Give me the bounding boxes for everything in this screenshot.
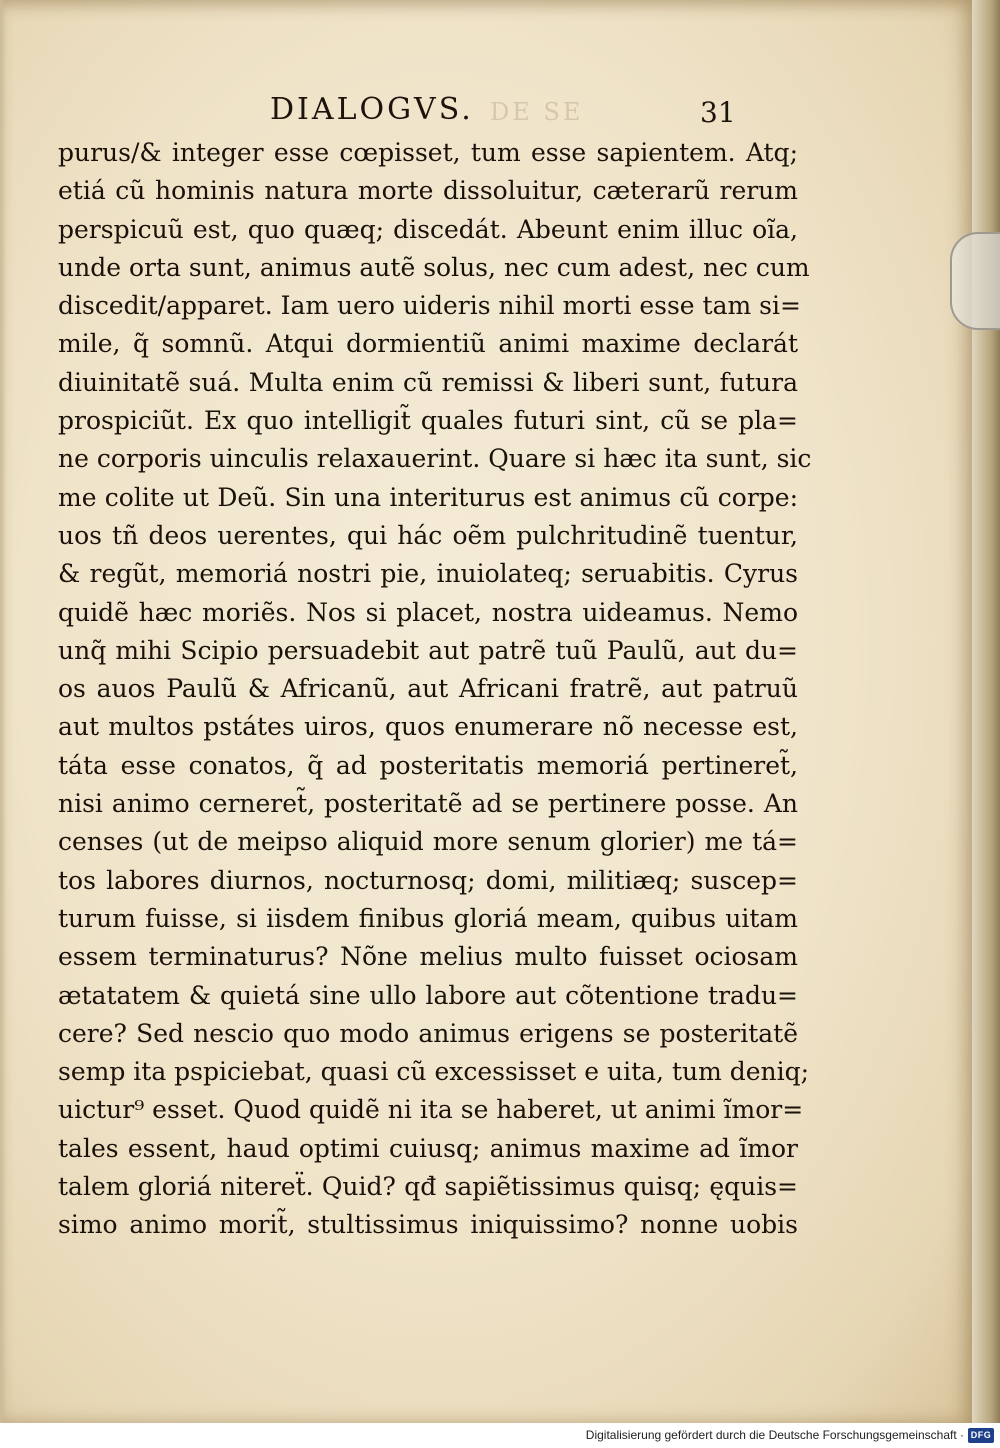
text-line: purus/& integer esse cœpisset, tum esse sapientem. Atq; (58, 138, 798, 167)
text-line: me colite ut Deũ. Sin una interiturus est animus cũ corpe: (58, 482, 798, 512)
footer-bar (0, 1423, 1000, 1448)
page-gutter-edge (0, 0, 6, 1423)
dfg-logo (968, 1428, 994, 1443)
text-line: uictur⁹ esset. Quod quidẽ ni ita se haberet, ut animi ĩmor= (58, 1095, 804, 1125)
text-line: unq̃ mihi Scipio persuadebit aut patrẽ tuũ Paulũ, aut du= (58, 635, 798, 665)
text-line: diuinitatẽ suá. Multa enim cũ remissi & liberi sunt, futura (58, 367, 798, 397)
text-line: cere? Sed nescio quo modo animus erigens se posteritatẽ (58, 1018, 798, 1048)
text-line: censes (ut de meipso aliquid more senum glorier) me tá= (58, 827, 798, 857)
text-line: táta esse conatos, q̃ ad posteritatis memoriá pertineret̃, (58, 750, 798, 780)
text-block (58, 134, 812, 1245)
text-line: perspicuũ est, quo quæq; discedát. Abeunt enim illuc oĩa, (58, 214, 798, 244)
text-line: unde orta sunt, animus autẽ solus, nec cum adest, nec cum (58, 252, 810, 282)
text-line: mile, q̃ somnũ. Atqui dormientiũ animi maxime declarát (58, 329, 798, 359)
dfg-logo-text: DFG (970, 1430, 992, 1440)
page-clip (950, 232, 1000, 330)
folio-number: 31 (700, 96, 736, 129)
text-line: ætatatem & quietá sine ullo labore aut cõtentione tradu= (58, 980, 798, 1010)
text-line: quidẽ hæc moriẽs. Nos si placet, nostra uideamus. Nemo (58, 597, 798, 627)
bleed-through-text: DE SE (490, 98, 584, 126)
running-head: DIALOGVS. (270, 92, 474, 127)
page-header (60, 92, 800, 136)
page-stack-edge (968, 0, 1000, 1423)
text-line: ne corporis uinculis relaxauerint. Quare si hæc ita sunt, sic (58, 444, 812, 474)
text-line: tales essent, haud optimi cuiusq; animus maxime ad ĩmor (58, 1133, 798, 1163)
text-line: uos tñ deos uerentes, qui hác oẽm pulchritudinẽ tuentur, (58, 520, 798, 550)
text-line: nisi animo cerneret̃, posteritatẽ ad se pertinere posse. An (58, 789, 798, 819)
text-line: aut multos pstátes uiros, quos enumerare nõ necesse est, (58, 712, 798, 742)
text-line: os auos Paulũ & Africanũ, aut Africani fratrẽ, aut patruũ (58, 674, 798, 704)
text-line: etiá cũ hominis natura morte dissoluitur, cæterarũ rerum (58, 176, 798, 206)
text-line: discedit/apparet. Iam uero uideris nihil morti esse tam si= (58, 291, 801, 321)
text-line: talem gloriá nitereẗ. Quid? qđ sapiẽtissimus quisq; ęquis= (58, 1172, 798, 1202)
text-line: prospiciũt. Ex quo intelligit̃ quales futuri sint, cũ se pla= (58, 406, 798, 436)
footer-credit: Digitalisierung gefördert durch die Deutsche Forschungsgemeinschaft · (585, 1428, 964, 1442)
text-line: essem terminaturus? Nõne melius multo fuisset ociosam (58, 942, 798, 972)
text-line: tos labores diurnos, nocturnosq; domi, militiæq; suscep= (58, 865, 798, 895)
text-line: turum fuisse, si iisdem finibus gloriá meam, quibus uitam (58, 903, 798, 933)
text-line: simo animo morit̃, stultissimus iniquissimo? nonne uobis (58, 1210, 798, 1240)
text-line: & regũt, memoriá nostri pie, inuiolateq; seruabitis. Cyrus (58, 559, 798, 589)
text-line: semp ita pspiciebat, quasi cũ excessisset e uita, tum deniq; (58, 1057, 810, 1087)
